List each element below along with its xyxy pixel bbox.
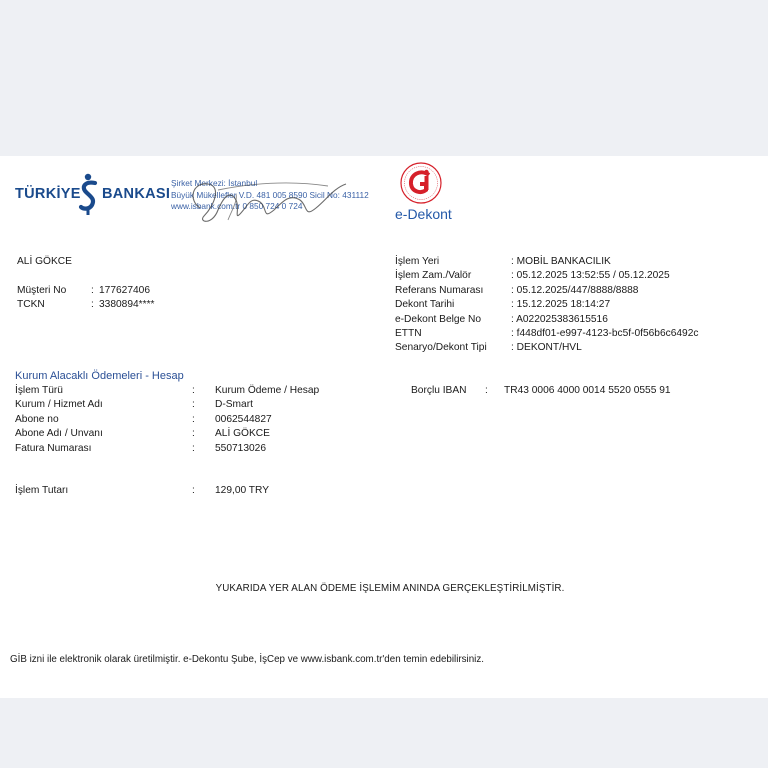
detail-value: 0062544827 bbox=[215, 413, 272, 425]
detail-sep: : bbox=[192, 428, 195, 440]
info-label: İşlem Yeri bbox=[395, 256, 440, 267]
bank-logo-right-text: BANKASI bbox=[102, 186, 171, 202]
info-value: : f448df01-e997-4123-bc5f-0f56b6c6492c bbox=[511, 327, 699, 339]
e-dekont-document bbox=[0, 156, 768, 698]
detail-value: 550713026 bbox=[215, 442, 266, 454]
tckn-value: 3380894**** bbox=[99, 299, 155, 310]
detail-label: Abone Adı / Unvanı bbox=[15, 428, 103, 440]
info-value: : A022025383615516 bbox=[511, 313, 608, 325]
info-label: e-Dekont Belge No bbox=[395, 313, 482, 325]
document-type-title: e-Dekont bbox=[395, 206, 452, 222]
info-value: : 05.12.2025 13:52:55 / 05.12.2025 bbox=[511, 270, 670, 282]
transaction-info-labels bbox=[395, 255, 487, 356]
confirmation-message: YUKARIDA YER ALAN ÖDEME İŞLEMİM ANINDA GERÇEKLEŞTİRİLMİŞTİR. bbox=[215, 583, 565, 594]
iban-sep: : bbox=[485, 385, 488, 396]
transaction-info-values bbox=[511, 255, 698, 356]
info-label: Referans Numarası bbox=[395, 284, 484, 296]
amount-sep: : bbox=[192, 485, 195, 496]
detail-label: Kurum / Hizmet Adı bbox=[15, 399, 103, 411]
info-value: : 05.12.2025/447/8888/8888 bbox=[511, 284, 639, 296]
detail-value: Kurum Ödeme / Hesap bbox=[215, 385, 320, 396]
details-values bbox=[215, 384, 319, 456]
details-labels bbox=[15, 384, 103, 456]
hq-line-2: Büyük Mükellefler V.D. 481 005 8590 Sicil No: 431112 bbox=[171, 189, 369, 200]
detail-sep: : bbox=[192, 385, 195, 396]
detail-label: Abone no bbox=[15, 413, 59, 425]
detail-sep: : bbox=[192, 399, 195, 411]
detail-value: ALİ GÖKCE bbox=[215, 428, 270, 440]
section-title: Kurum Alacaklı Ödemeleri - Hesap bbox=[15, 370, 184, 382]
info-label: ETTN bbox=[395, 327, 422, 339]
detail-sep: : bbox=[192, 442, 195, 454]
isbank-emblem-icon bbox=[77, 172, 101, 216]
amount-label: İşlem Tutarı bbox=[15, 485, 69, 496]
customer-name: ALİ GÖKCE bbox=[17, 256, 72, 267]
detail-sep: : bbox=[192, 413, 195, 425]
customer-number-label: Müşteri No bbox=[17, 285, 67, 296]
iban-value: TR43 0006 4000 0014 5520 0555 91 bbox=[504, 385, 671, 396]
tckn-sep: : bbox=[91, 299, 94, 310]
info-label: Dekont Tarihi bbox=[395, 299, 455, 311]
detail-label: Fatura Numarası bbox=[15, 442, 92, 454]
iban-label: Borçlu IBAN bbox=[411, 385, 467, 396]
signature-image bbox=[178, 170, 358, 230]
info-label: İşlem Zam./Valör bbox=[395, 270, 472, 282]
customer-number-sep: : bbox=[91, 285, 94, 296]
e-dekont-badge-icon bbox=[399, 161, 443, 205]
info-value: : DEKONT/HVL bbox=[511, 342, 582, 354]
amount-value: 129,00 TRY bbox=[215, 485, 269, 496]
hq-line-3: www.isbank.com.tr 0 850 724 0 724 bbox=[171, 201, 303, 211]
bank-logo-left-text: TÜRKİYE bbox=[15, 186, 81, 202]
detail-label: İşlem Türü bbox=[15, 385, 63, 396]
info-value: : MOBİL BANKACILIK bbox=[511, 256, 611, 267]
tckn-label: TCKN bbox=[17, 299, 45, 310]
detail-value: D-Smart bbox=[215, 399, 253, 411]
info-label: Senaryo/Dekont Tipi bbox=[395, 342, 487, 354]
details-seps bbox=[192, 384, 195, 456]
footer-note: GİB izni ile elektronik olarak üretilmiştir. e-Dekontu Şube, İşCep ve www.isbank.com.tr'den temin edebilirsiniz. bbox=[10, 654, 484, 665]
hq-line-1: Şirket Merkezi: İstanbul bbox=[171, 178, 258, 188]
info-value: : 15.12.2025 18:14:27 bbox=[511, 299, 611, 311]
customer-number-value: 177627406 bbox=[99, 285, 150, 296]
